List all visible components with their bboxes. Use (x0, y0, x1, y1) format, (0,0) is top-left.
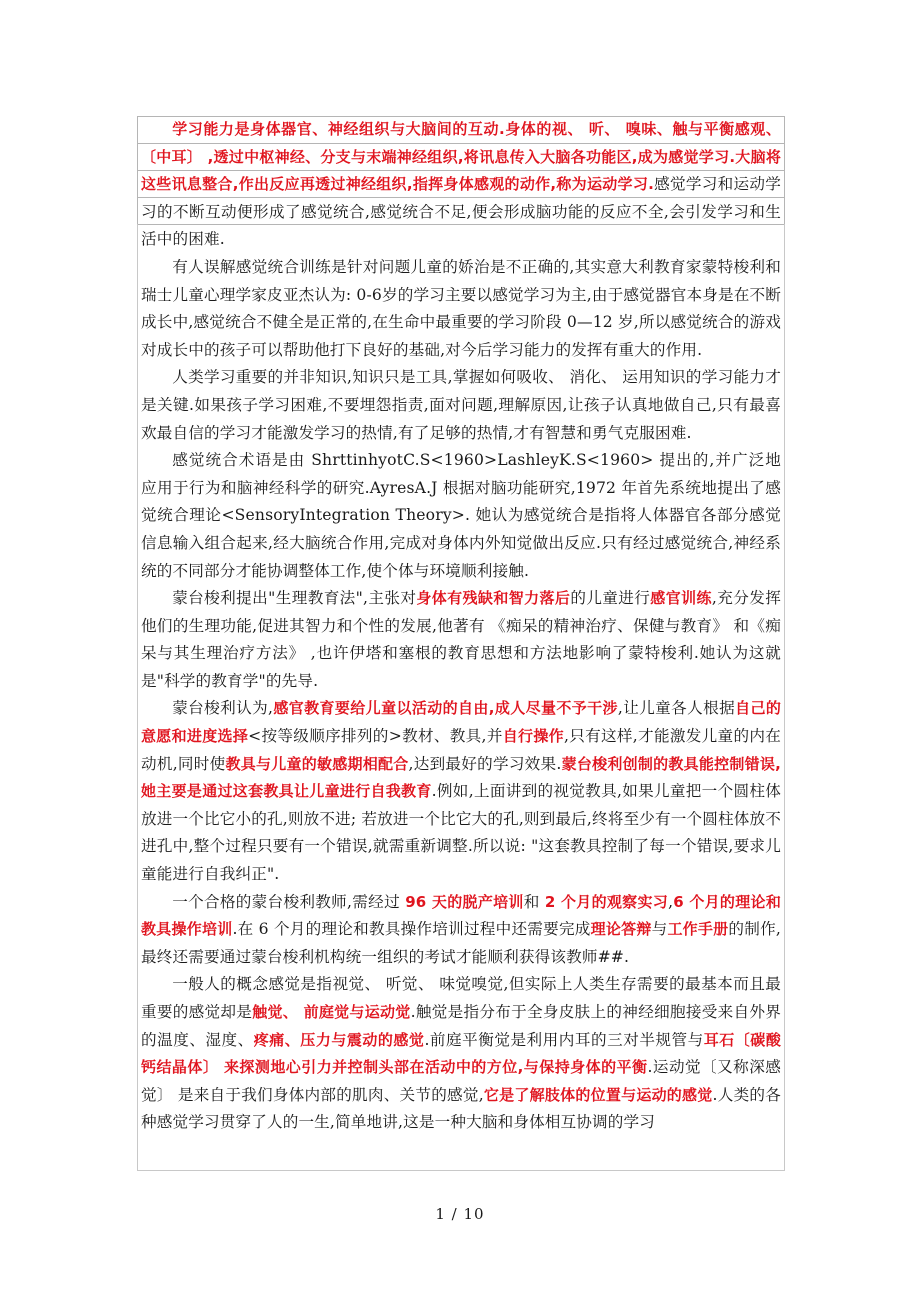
body-text-run: 有人误解感觉统合训练是针对问题儿童的娇治是不正确的,其实意大利教育家蒙特梭利和瑞士儿童心理学家皮亚杰认为: 0-6岁的学习主要以感觉学习为主,由于感觉器官本身是在不断成长中,感觉统合不健全是正常的,在生命中最重要的学习阶段 0—12 岁,所以感觉统合的游戏对成长中的孩子可以帮助他打下良好的基础,对今后学习能力的发挥有重大的作用. (141, 257, 781, 359)
paragraph (141, 695, 781, 888)
body-text-run: 人类学习重要的并非知识,知识只是工具,掌握如何吸收、 消化、 运用知识的学习能力才是关键.如果孩子学习困难,不要埋怨指责,面对问题,理解原因,让孩子认真地做自己,只有最喜欢最自信的学习才能激发学习的热情,有了足够的热情,才有智慧和勇气克服困难. (141, 368, 781, 442)
body-text-run: 感觉统合术语是由 ShrttinhyotC.S<1960>LashleyK.S<1960> 提出的,并广泛地应用于行为和脑神经科学的研究.AyresA.J 根据对脑功能研究,1972 年首先系统地提出了感觉统合理论<SensoryIntegration Theory>. 她认为感觉统合是指将人体器官各部分感觉信息输入组合起来,经大脑统合作用,完成对身体内外知觉做出反应.只有经过感觉统合,神经系统的不同部分才能协调整体工作,使个体与环境顺利接触. (141, 451, 781, 580)
body-text-run: ,让儿童各人根据 (617, 699, 736, 718)
highlighted-text: 教具与儿童的敏感期相配合 (225, 754, 409, 773)
highlighted-text: 理论答辩 (590, 920, 652, 939)
page-number: 1 / 10 (435, 1205, 485, 1223)
document-body (141, 116, 781, 1137)
body-text-run: 与 (651, 920, 668, 939)
highlighted-text: 感官教育要给儿童以活动的自由,成人尽量不予干涉 (273, 699, 618, 718)
body-text-run: .例如,上面讲到的视觉教具,如果儿童把一个圆柱体放进一个比它小的孔,则放不进; 若放进一个比它大的孔,则到最后,终将至少有一个圆柱体放不进孔中,整个过程只要有一个错误,就需重新调整.所以说: "这套教具控制了每一个错误,要求儿童能进行自我纠正". (141, 782, 781, 884)
body-text-run: 感觉学习和运动学习的不断互动便形成了感觉统合,感觉统合不足,便会形成脑功能的反应不全,会引发学习和生活中的困难. (141, 175, 781, 249)
highlighted-text: 疼痛、压力与震动的感觉 (253, 1030, 425, 1049)
body-text-run: 的制作,最终还需要通过蒙台梭利机构统一组织的考试才能顺利获得该教师##. (141, 920, 782, 966)
body-text-run: 和 (523, 892, 545, 911)
body-text-run: ,达到最好的学习效果. (408, 754, 562, 773)
body-text-run: <按等级顺序排列的>教材、教具,并 (248, 727, 503, 746)
highlighted-text: 它是了解肢体的位置与运动的感觉 (483, 1085, 713, 1104)
body-text-run: , (668, 892, 674, 911)
body-text-run: 蒙台梭利提出"生理教育法",主张对 (172, 589, 417, 608)
highlighted-text: 蒙台梭利创制的教具能控制错误,她主要是通过这套教具让儿童进行自我教育 (141, 754, 781, 801)
highlighted-text: 工作手册 (667, 920, 729, 939)
highlighted-text: 2 个月的观察实习 (544, 892, 669, 911)
paragraph (141, 364, 781, 447)
paragraph (141, 889, 781, 972)
highlighted-text: 6 个月的理论和教具操作培训 (141, 892, 781, 939)
highlighted-text: 触觉、 前庭觉与运动觉 (252, 1003, 411, 1021)
paragraph (141, 447, 781, 585)
highlighted-text: 自己的意愿和进度选择 (141, 699, 781, 746)
highlighted-text: 身体有残缺和智力落后 (416, 589, 571, 608)
body-text-run: ,只有这样,才能激发儿童的内在动机,同时使 (141, 727, 781, 773)
body-text-run: 蒙台梭利认为, (172, 699, 274, 718)
body-text-run: 一个合格的蒙台梭利教师,需经过 (172, 892, 406, 911)
paragraph (141, 254, 781, 364)
body-text-run: .在 6 个月的理论和教具操作培训过程中还需要完成 (232, 920, 591, 939)
highlighted-text: 学习能力是身体器官、神经组织与大脑间的互动.身体的视、 听、 嗅味、触与平衡感观、〔中耳〕 ,透过中枢神经、分支与末端神经组织,将讯息传入大脑各功能区,成为感觉学习.大脑将这些讯息整合,作出反应再透过神经组织,指挥身体感观的动作,称为运动学习. (141, 120, 781, 194)
body-text-run: .人类的各种感觉学习贯穿了人的一生,简单地讲,这是一种大脑和身体相互协调的学习 (141, 1085, 781, 1132)
paragraph (141, 971, 781, 1137)
highlighted-text: 96 天的脱产培训 (405, 892, 524, 911)
body-text-run: 一般人的概念感觉是指视觉、 听觉、 味觉嗅觉,但实际上人类生存需要的最基本而且最重要的感觉却是 (141, 975, 781, 1021)
body-text-run: .运动觉〔又称深感觉〕 是来自于我们身体内部的肌肉、关节的感觉, (141, 1058, 781, 1104)
highlighted-text: 耳石〔碳酸钙结晶体〕 来探测地心引力并控制头部在活动中的方位,与保持身体的平衡 (141, 1030, 781, 1077)
body-text-run: .前庭平衡觉是利用内耳的三对半规管与 (424, 1030, 704, 1049)
highlighted-text: 感官训练 (650, 589, 712, 608)
body-text-run: .触觉是指分布于全身皮肤上的神经细胞接受来自外界的温度、湿度、 (141, 1003, 781, 1049)
body-text-run: ,充分发挥他们的生理功能,促进其智力和个性的发展,他著有 《痴呆的精神治疗、保健与教育》 和《痴呆与其生理治疗方法》 ,也许伊塔和塞根的教育思想和方法地影响了蒙特梭利.她认为这就是"科学的教育学"的先导. (141, 589, 781, 690)
body-text-run: 的儿童进行 (570, 589, 651, 608)
paragraph (141, 116, 781, 254)
highlighted-text: 自行操作 (502, 727, 564, 746)
paragraph (141, 585, 781, 695)
